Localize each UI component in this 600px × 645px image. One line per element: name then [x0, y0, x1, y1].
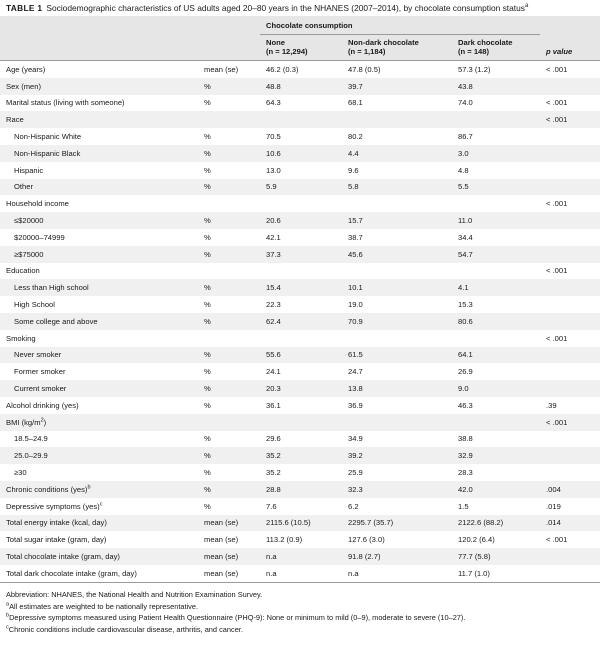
table-row	[0, 212, 600, 229]
value-p: < .001	[546, 266, 568, 276]
value-none: 48.8	[260, 78, 342, 95]
value-dark: 4.1	[452, 279, 540, 296]
row-label-suffix: )	[43, 417, 47, 427]
footnote	[6, 624, 596, 636]
value-none: 22.3	[266, 300, 281, 310]
value-p: < .001	[546, 333, 568, 343]
table-row	[0, 565, 600, 582]
row-label-text: High School	[14, 300, 55, 310]
value-dark: 2122.6 (88.2)	[452, 515, 540, 532]
value-p: < .001	[546, 199, 568, 209]
value-dark: 32.9	[452, 447, 540, 464]
row-label-text: Chronic conditions (yes)	[6, 484, 88, 494]
table-row	[0, 128, 600, 145]
value-non-dark: 19.0	[348, 300, 363, 310]
row-label	[0, 279, 198, 296]
row-label-text: ≥$75000	[14, 249, 44, 259]
value-p	[540, 246, 600, 263]
value-none: 29.6	[266, 434, 281, 444]
value-none: 2115.6 (10.5)	[260, 515, 342, 532]
row-label-text: Marital status (living with someone)	[6, 98, 125, 108]
row-stat-type: %	[204, 132, 211, 142]
table-row	[0, 145, 600, 162]
value-p	[540, 279, 600, 296]
header-empty-cell	[540, 35, 600, 48]
header-empty-cell	[198, 16, 260, 35]
row-stat-type	[198, 195, 260, 212]
header-col-none: None	[260, 35, 342, 48]
row-label-superscript: 2	[40, 417, 44, 424]
row-label	[0, 145, 198, 162]
table-container	[0, 16, 600, 583]
row-label	[0, 565, 198, 582]
value-dark: 3.0	[452, 145, 540, 162]
row-label-text: $20000–74999	[14, 232, 65, 242]
row-label	[0, 498, 198, 515]
value-p: < .001	[546, 64, 568, 74]
value-p	[540, 363, 600, 380]
row-stat-type: %	[204, 300, 211, 310]
value-non-dark: 36.9	[348, 400, 363, 410]
value-non-dark: 39.7	[342, 78, 452, 95]
row-label-text: Non-Hispanic Black	[14, 148, 81, 158]
value-non-dark: 91.8 (2.7)	[342, 548, 452, 565]
value-none: 20.3	[260, 380, 342, 397]
row-stat-type: %	[198, 212, 260, 229]
value-none: 113.2 (0.9)	[266, 535, 303, 545]
row-stat-type: mean (se)	[204, 535, 239, 545]
value-non-dark	[342, 330, 452, 347]
value-dark	[452, 263, 540, 280]
row-stat-type: mean (se)	[198, 515, 260, 532]
value-none: 28.8	[260, 481, 342, 498]
value-p: < .001	[546, 98, 568, 108]
value-dark: 11.0	[452, 212, 540, 229]
header-empty-cell	[198, 47, 260, 61]
value-p	[540, 296, 600, 313]
value-p	[540, 229, 600, 246]
value-dark: 4.8	[458, 165, 469, 175]
value-dark: 77.7 (5.8)	[452, 548, 540, 565]
row-label	[0, 212, 198, 229]
table-row	[0, 447, 600, 464]
value-none	[260, 263, 342, 280]
row-label	[0, 464, 198, 481]
table-row	[0, 195, 600, 212]
value-none: 62.4	[260, 313, 342, 330]
table-row	[0, 179, 600, 196]
row-stat-type: %	[198, 279, 260, 296]
row-label-text: ≤$20000	[14, 216, 44, 226]
row-label	[0, 515, 198, 532]
characteristics-table	[0, 16, 600, 583]
table-row	[0, 330, 600, 347]
row-label	[0, 246, 198, 263]
value-p	[540, 313, 600, 330]
row-label	[0, 61, 198, 78]
table-footnotes	[6, 589, 596, 635]
value-non-dark: 34.9	[348, 434, 363, 444]
header-group-label: Chocolate consumption	[260, 16, 540, 35]
row-label	[0, 363, 198, 380]
row-label-text: Current smoker	[14, 384, 67, 394]
value-none: 15.4	[260, 279, 342, 296]
table-row	[0, 279, 600, 296]
header-n-none: (n = 12,294)	[260, 47, 342, 61]
value-non-dark: 68.1	[348, 98, 363, 108]
value-dark: 15.3	[458, 300, 473, 310]
value-p	[540, 565, 600, 582]
value-non-dark: 127.6 (3.0)	[348, 535, 385, 545]
header-col-non-dark: Non-dark chocolate	[342, 35, 452, 48]
value-dark: 120.2 (6.4)	[458, 535, 495, 545]
row-label-text: Total sugar intake (gram, day)	[6, 535, 107, 545]
value-dark: 26.9	[458, 367, 473, 377]
row-label-text: Race	[6, 115, 24, 125]
row-stat-type: %	[204, 400, 211, 410]
row-label-text: Non-Hispanic White	[14, 132, 82, 142]
row-stat-type: %	[204, 98, 211, 108]
row-label	[0, 162, 198, 179]
row-label	[0, 447, 198, 464]
row-label-text: Sex (men)	[6, 81, 42, 91]
header-empty-cell	[198, 35, 260, 48]
row-stat-type	[198, 111, 260, 128]
table-header	[0, 16, 600, 61]
table-row	[0, 481, 600, 498]
value-non-dark: 24.7	[348, 367, 363, 377]
value-dark: 28.3	[458, 468, 473, 478]
value-non-dark	[342, 111, 452, 128]
row-label-text: Depressive symptoms (yes)	[6, 501, 100, 511]
row-stat-type: %	[198, 380, 260, 397]
header-col-dark: Dark chocolate	[452, 35, 540, 48]
row-stat-type: %	[204, 367, 211, 377]
row-label	[0, 414, 198, 431]
value-none: 64.3	[266, 98, 281, 108]
value-non-dark: 6.2	[348, 501, 359, 511]
value-non-dark	[342, 195, 452, 212]
value-dark: 74.0	[458, 98, 473, 108]
value-none: 36.1	[266, 400, 281, 410]
row-label	[0, 229, 198, 246]
row-label-text: Other	[14, 182, 33, 192]
row-label-text: Household income	[6, 199, 69, 209]
value-non-dark: n.a	[342, 565, 452, 582]
value-p	[540, 78, 600, 95]
row-label-text: 18.5–24.9	[14, 434, 48, 444]
row-stat-type: %	[198, 447, 260, 464]
row-label-superscript: b	[87, 484, 91, 491]
row-stat-type	[198, 263, 260, 280]
row-label	[0, 296, 198, 313]
table-row	[0, 61, 600, 78]
table-body	[0, 61, 600, 583]
value-dark: 64.1	[452, 347, 540, 364]
value-p	[540, 162, 600, 179]
value-non-dark: 4.4	[342, 145, 452, 162]
value-none: 10.6	[260, 145, 342, 162]
footnote-text: Abbreviation: NHANES, the National Health and Nutrition Examination Survey.	[6, 590, 263, 599]
value-none	[260, 111, 342, 128]
value-non-dark: 10.1	[342, 279, 452, 296]
row-label-text: Some college and above	[14, 316, 98, 326]
row-label-text: Age (years)	[6, 64, 46, 74]
row-label-text: Total chocolate intake (gram, day)	[6, 552, 120, 561]
table-row	[0, 296, 600, 313]
value-none: 7.6	[266, 501, 277, 511]
value-dark: 38.8	[458, 434, 473, 444]
value-non-dark	[342, 263, 452, 280]
value-none	[260, 414, 342, 431]
footnote	[6, 612, 596, 624]
value-dark: 34.4	[458, 232, 473, 242]
value-dark	[452, 195, 540, 212]
value-non-dark: 61.5	[342, 347, 452, 364]
row-label	[0, 263, 198, 280]
row-stat-type: %	[198, 313, 260, 330]
value-p: .019	[546, 501, 561, 511]
value-non-dark: 47.8 (0.5)	[348, 64, 381, 74]
row-label	[0, 431, 198, 448]
footnote	[6, 601, 596, 613]
header-empty-cell	[0, 16, 198, 35]
value-p: < .001	[540, 111, 600, 128]
value-non-dark: 15.7	[342, 212, 452, 229]
table-row	[0, 313, 600, 330]
value-p	[540, 179, 600, 196]
value-dark	[452, 330, 540, 347]
value-none: 37.3	[260, 246, 342, 263]
value-non-dark: 2295.7 (35.7)	[342, 515, 452, 532]
table-row	[0, 229, 600, 246]
value-dark: 9.0	[452, 380, 540, 397]
table-row	[0, 515, 600, 532]
value-none: 35.2	[266, 468, 281, 478]
row-label-text: Education	[6, 266, 40, 276]
table-row	[0, 498, 600, 515]
value-p	[540, 212, 600, 229]
row-label-text: Never smoker	[14, 350, 62, 360]
table-row	[0, 263, 600, 280]
value-non-dark: 32.3	[342, 481, 452, 498]
value-none: n.a	[260, 548, 342, 565]
table-row	[0, 397, 600, 414]
caption-footnote-mark: a	[524, 3, 529, 10]
row-stat-type: mean (se)	[198, 565, 260, 582]
value-p	[540, 548, 600, 565]
value-p: < .001	[546, 535, 568, 545]
value-dark: 1.5	[458, 501, 469, 511]
table-row	[0, 380, 600, 397]
footnote-mark: c	[6, 624, 9, 631]
value-non-dark	[342, 414, 452, 431]
table-row	[0, 464, 600, 481]
row-label	[0, 397, 198, 414]
row-label	[0, 330, 198, 347]
row-stat-type: mean (se)	[204, 64, 239, 74]
value-p	[540, 145, 600, 162]
value-none	[260, 330, 342, 347]
value-dark: 42.0	[452, 481, 540, 498]
footnote-mark: b	[6, 612, 10, 619]
row-stat-type: %	[204, 165, 211, 175]
footnote-text: All estimates are weighted to be nationally representative.	[9, 601, 199, 611]
table-row	[0, 111, 600, 128]
row-label-text: Total energy intake (kcal, day)	[6, 518, 107, 528]
table-row	[0, 548, 600, 565]
value-none: 42.1	[266, 232, 281, 242]
row-label-text: Alcohol drinking (yes)	[6, 400, 79, 410]
row-label	[0, 111, 198, 128]
header-n-dark: (n = 148)	[452, 47, 540, 61]
row-stat-type: %	[204, 232, 211, 242]
row-stat-type: %	[198, 78, 260, 95]
value-dark: 43.8	[452, 78, 540, 95]
value-p	[540, 380, 600, 397]
row-label-text: Less than High school	[14, 283, 89, 293]
table-label: TABLE 1	[6, 3, 43, 13]
row-stat-type: %	[198, 347, 260, 364]
header-empty-cell	[0, 35, 198, 48]
value-p	[540, 128, 600, 145]
table-row	[0, 414, 600, 431]
row-label	[0, 78, 198, 95]
value-p: .004	[540, 481, 600, 498]
value-dark: 86.7	[458, 132, 473, 142]
value-p	[540, 464, 600, 481]
header-p-value: p value	[540, 47, 600, 61]
row-label	[0, 481, 198, 498]
header-empty-cell	[540, 16, 600, 35]
row-stat-type: %	[198, 145, 260, 162]
value-p: .39	[546, 400, 557, 410]
row-label-superscript: c	[99, 501, 103, 508]
value-p: < .001	[540, 414, 600, 431]
row-stat-type: %	[198, 246, 260, 263]
row-label	[0, 347, 198, 364]
table-row	[0, 347, 600, 364]
row-label	[0, 128, 198, 145]
value-non-dark: 5.8	[342, 179, 452, 196]
row-stat-type: %	[198, 179, 260, 196]
row-label-text: Total dark chocolate intake (gram, day)	[6, 568, 137, 578]
row-label-text: Hispanic	[14, 165, 44, 175]
table-row	[0, 162, 600, 179]
table-caption	[6, 3, 596, 14]
row-label-text: Smoking	[6, 333, 36, 343]
row-label	[0, 95, 198, 112]
value-dark	[452, 414, 540, 431]
value-none: 46.2 (0.3)	[266, 64, 299, 74]
row-stat-type: %	[204, 501, 211, 511]
value-dark: 80.6	[452, 313, 540, 330]
row-stat-type: mean (se)	[198, 548, 260, 565]
table-row	[0, 95, 600, 112]
value-dark: 57.3 (1.2)	[458, 64, 491, 74]
row-label-text: 25.0–29.9	[14, 451, 48, 461]
footnote	[6, 589, 596, 601]
table-row	[0, 431, 600, 448]
value-dark	[452, 111, 540, 128]
value-non-dark: 38.7	[348, 232, 363, 242]
table-row	[0, 531, 600, 548]
value-p	[540, 447, 600, 464]
value-dark: 46.3	[458, 400, 473, 410]
row-label	[0, 531, 198, 548]
value-non-dark: 80.2	[348, 132, 363, 142]
row-stat-type: %	[204, 468, 211, 478]
table-row	[0, 246, 600, 263]
header-n-non-dark: (n = 1,184)	[342, 47, 452, 61]
value-p	[540, 347, 600, 364]
row-stat-type: %	[198, 481, 260, 498]
row-label	[0, 313, 198, 330]
value-none: 70.5	[266, 132, 281, 142]
row-stat-type	[198, 330, 260, 347]
footnote-mark: a	[6, 601, 10, 608]
value-non-dark: 9.6	[348, 165, 359, 175]
row-label-text: ≥30	[14, 468, 27, 478]
row-stat-type	[198, 414, 260, 431]
value-dark: 5.5	[452, 179, 540, 196]
footnote-text: Depressive symptoms measured using Patient Health Questionnaire (PHQ-9): None or minimum to mild (0–9), moderate to severe (10–27).	[9, 613, 466, 622]
value-none: 55.6	[260, 347, 342, 364]
value-non-dark: 70.9	[342, 313, 452, 330]
value-p	[540, 431, 600, 448]
value-none: 5.9	[260, 179, 342, 196]
row-label	[0, 548, 198, 565]
row-label	[0, 380, 198, 397]
table-row	[0, 363, 600, 380]
value-none: 20.6	[260, 212, 342, 229]
header-empty-cell	[0, 47, 198, 61]
caption-text: Sociodemographic characteristics of US adults aged 20–80 years in the NHANES (2007–2014), by chocolate consumption status	[46, 3, 525, 13]
row-label	[0, 195, 198, 212]
value-non-dark: 13.8	[342, 380, 452, 397]
value-non-dark: 45.6	[342, 246, 452, 263]
value-none: n.a	[260, 565, 342, 582]
value-none: 35.2	[260, 447, 342, 464]
value-none: 24.1	[266, 367, 281, 377]
row-label-text: Former smoker	[14, 367, 66, 377]
table-row	[0, 78, 600, 95]
row-label-text: BMI (kg/m	[6, 417, 41, 427]
value-none	[260, 195, 342, 212]
row-label	[0, 179, 198, 196]
value-non-dark: 25.9	[348, 468, 363, 478]
value-p: .014	[540, 515, 600, 532]
value-dark: 54.7	[452, 246, 540, 263]
value-none: 13.0	[266, 165, 281, 175]
row-stat-type: %	[204, 434, 211, 444]
footnote-text: Chronic conditions include cardiovascular disease, arthritis, and cancer.	[8, 624, 243, 634]
value-non-dark: 39.2	[342, 447, 452, 464]
value-dark: 11.7 (1.0)	[452, 565, 540, 582]
